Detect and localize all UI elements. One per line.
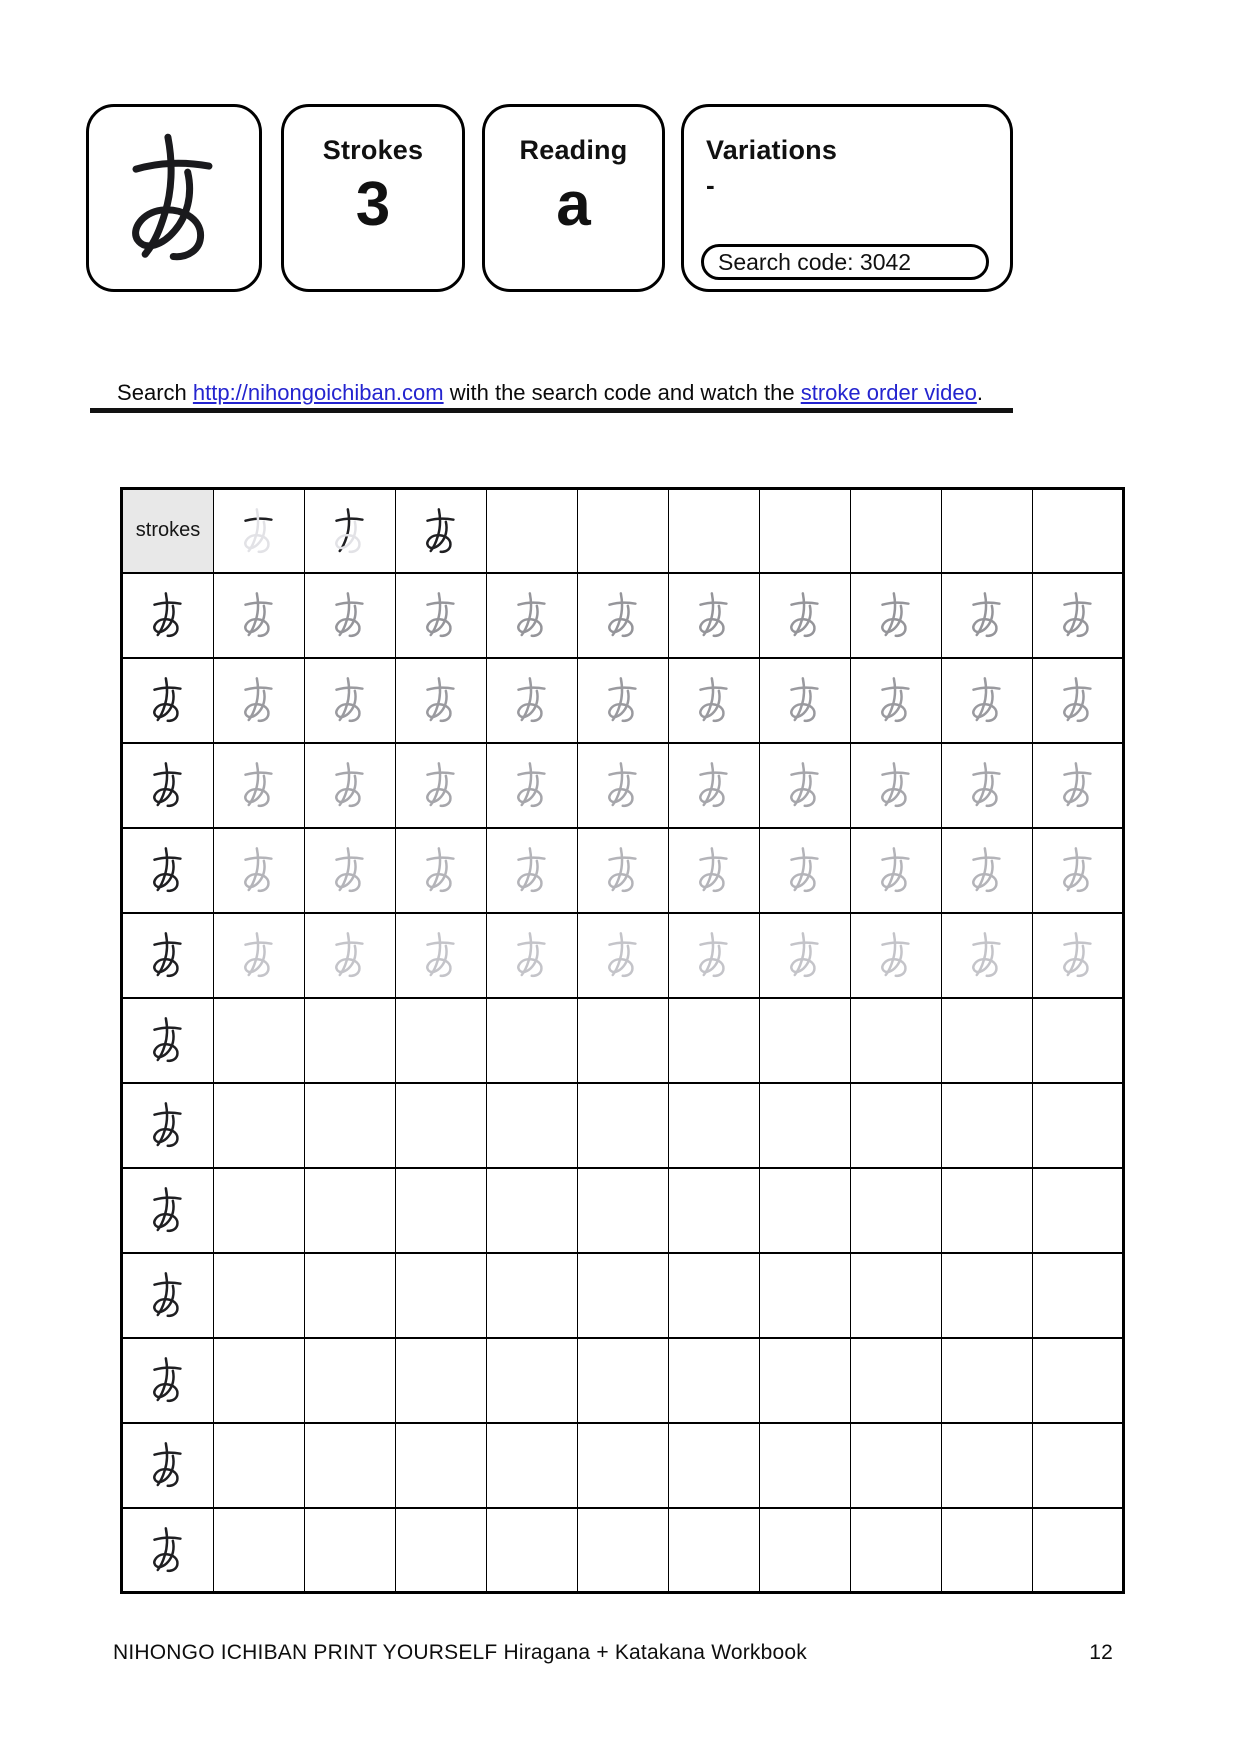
model-cell bbox=[122, 743, 214, 828]
trace-a-glyph bbox=[596, 588, 650, 642]
practice-cell-empty bbox=[1033, 1168, 1124, 1253]
practice-cell-empty bbox=[305, 1338, 396, 1423]
trace-cell bbox=[487, 913, 578, 998]
trace-cell bbox=[578, 658, 669, 743]
practice-cell-empty bbox=[942, 1253, 1033, 1338]
practice-cell-empty bbox=[396, 1253, 487, 1338]
trace-a-glyph bbox=[960, 843, 1014, 897]
trace-cell bbox=[851, 913, 942, 998]
practice-cell-empty bbox=[396, 1168, 487, 1253]
practice-cell-empty bbox=[305, 1168, 396, 1253]
trace-a-glyph bbox=[505, 843, 559, 897]
instruction-line bbox=[85, 380, 1015, 406]
practice-cell-empty bbox=[942, 1083, 1033, 1168]
practice-cell-empty bbox=[1033, 1508, 1124, 1593]
practice-cell-empty bbox=[487, 1168, 578, 1253]
trace-a-glyph bbox=[596, 843, 650, 897]
practice-cell-empty bbox=[396, 998, 487, 1083]
stroke-order-step-3-glyph bbox=[414, 504, 468, 558]
trace-a-glyph bbox=[505, 673, 559, 727]
strokes-value: 3 bbox=[355, 170, 391, 239]
practice-cell-empty bbox=[942, 1168, 1033, 1253]
practice-cell-empty bbox=[214, 1083, 305, 1168]
trace-a-glyph bbox=[232, 673, 286, 727]
trace-a-glyph bbox=[1051, 843, 1105, 897]
practice-cell-empty bbox=[305, 1253, 396, 1338]
variations-value: - bbox=[706, 170, 715, 200]
trace-a-glyph bbox=[414, 758, 468, 812]
practice-cell-empty bbox=[487, 1423, 578, 1508]
trace-cell bbox=[305, 828, 396, 913]
trace-a-glyph bbox=[778, 843, 832, 897]
model-cell bbox=[122, 1338, 214, 1423]
model-a-glyph bbox=[141, 928, 195, 982]
empty-cell bbox=[669, 489, 760, 573]
practice-cell-empty bbox=[396, 1423, 487, 1508]
trace-a-glyph bbox=[596, 673, 650, 727]
reading-value: a bbox=[556, 170, 591, 239]
practice-cell-empty bbox=[942, 1338, 1033, 1423]
trace-cell bbox=[305, 743, 396, 828]
practice-cell-empty bbox=[578, 1083, 669, 1168]
trace-cell bbox=[396, 573, 487, 658]
practice-row bbox=[122, 1253, 1124, 1338]
empty-cell bbox=[760, 489, 851, 573]
stroke-order-cell bbox=[305, 489, 396, 573]
trace-a-glyph bbox=[323, 758, 377, 812]
trace-cell bbox=[760, 828, 851, 913]
practice-cell-empty bbox=[669, 998, 760, 1083]
trace-cell bbox=[1033, 658, 1124, 743]
practice-cell-empty bbox=[942, 1423, 1033, 1508]
stroke-order-step-1-glyph bbox=[232, 504, 286, 558]
practice-cell-empty bbox=[214, 1338, 305, 1423]
practice-cell-empty bbox=[214, 1253, 305, 1338]
model-a-glyph bbox=[141, 758, 195, 812]
practice-cell-empty bbox=[578, 998, 669, 1083]
model-a-glyph bbox=[141, 1183, 195, 1237]
trace-a-glyph bbox=[323, 588, 377, 642]
practice-cell-empty bbox=[487, 1508, 578, 1593]
model-a-glyph bbox=[141, 1353, 195, 1407]
model-cell bbox=[122, 913, 214, 998]
instruction-middle: with the search code and watch the bbox=[443, 380, 801, 405]
practice-cell-empty bbox=[851, 1338, 942, 1423]
trace-a-glyph bbox=[1051, 758, 1105, 812]
stroke-order-row bbox=[122, 489, 1124, 573]
trace-cell bbox=[214, 743, 305, 828]
trace-a-glyph bbox=[778, 758, 832, 812]
trace-cell bbox=[942, 573, 1033, 658]
trace-cell bbox=[487, 828, 578, 913]
hiragana-a-large-glyph bbox=[98, 122, 250, 274]
practice-cell-empty bbox=[305, 1508, 396, 1593]
strokes-label: Strokes bbox=[322, 135, 424, 165]
practice-row bbox=[122, 573, 1124, 658]
trace-cell bbox=[669, 573, 760, 658]
trace-cell bbox=[1033, 828, 1124, 913]
trace-cell bbox=[942, 743, 1033, 828]
trace-a-glyph bbox=[960, 928, 1014, 982]
trace-a-glyph bbox=[505, 588, 559, 642]
trace-a-glyph bbox=[414, 928, 468, 982]
variations-card bbox=[681, 104, 1013, 292]
practice-cell-empty bbox=[578, 1423, 669, 1508]
trace-cell bbox=[396, 913, 487, 998]
strokes-card bbox=[281, 104, 465, 292]
trace-cell bbox=[1033, 573, 1124, 658]
trace-a-glyph bbox=[960, 588, 1014, 642]
trace-a-glyph bbox=[687, 588, 741, 642]
practice-cell-empty bbox=[1033, 1423, 1124, 1508]
practice-row bbox=[122, 1083, 1124, 1168]
empty-cell bbox=[1033, 489, 1124, 573]
trace-a-glyph bbox=[687, 673, 741, 727]
practice-cell-empty bbox=[214, 1168, 305, 1253]
practice-cell-empty bbox=[760, 998, 851, 1083]
practice-cell-empty bbox=[1033, 1338, 1124, 1423]
practice-cell-empty bbox=[760, 1253, 851, 1338]
stroke-order-cell bbox=[396, 489, 487, 573]
trace-cell bbox=[669, 743, 760, 828]
trace-cell bbox=[487, 573, 578, 658]
practice-cell-empty bbox=[578, 1338, 669, 1423]
practice-row bbox=[122, 1168, 1124, 1253]
reading-card bbox=[482, 104, 665, 292]
practice-cell-empty bbox=[1033, 998, 1124, 1083]
page-number: 12 bbox=[1089, 1641, 1113, 1664]
practice-cell-empty bbox=[760, 1423, 851, 1508]
trace-cell bbox=[851, 573, 942, 658]
trace-cell bbox=[669, 658, 760, 743]
practice-row bbox=[122, 1508, 1124, 1593]
practice-grid bbox=[120, 487, 1125, 1594]
model-cell bbox=[122, 1508, 214, 1593]
model-cell bbox=[122, 658, 214, 743]
stroke-order-step-2-glyph bbox=[323, 504, 377, 558]
site-link[interactable]: http://nihongoichiban.com bbox=[192, 380, 444, 405]
model-a-glyph bbox=[141, 1013, 195, 1067]
practice-cell-empty bbox=[305, 1083, 396, 1168]
model-a-glyph bbox=[141, 1523, 195, 1577]
trace-cell bbox=[1033, 913, 1124, 998]
trace-a-glyph bbox=[232, 588, 286, 642]
trace-a-glyph bbox=[505, 928, 559, 982]
practice-cell-empty bbox=[578, 1168, 669, 1253]
practice-cell-empty bbox=[487, 998, 578, 1083]
model-cell bbox=[122, 998, 214, 1083]
trace-cell bbox=[305, 573, 396, 658]
trace-a-glyph bbox=[323, 673, 377, 727]
trace-a-glyph bbox=[323, 928, 377, 982]
model-a-glyph bbox=[141, 1098, 195, 1152]
trace-a-glyph bbox=[1051, 588, 1105, 642]
model-cell bbox=[122, 1168, 214, 1253]
empty-cell bbox=[942, 489, 1033, 573]
trace-cell bbox=[487, 743, 578, 828]
trace-cell bbox=[1033, 743, 1124, 828]
trace-a-glyph bbox=[869, 928, 923, 982]
model-cell bbox=[122, 828, 214, 913]
practice-cell-empty bbox=[669, 1253, 760, 1338]
trace-a-glyph bbox=[687, 758, 741, 812]
trace-cell bbox=[578, 913, 669, 998]
trace-cell bbox=[214, 913, 305, 998]
practice-cell-empty bbox=[669, 1508, 760, 1593]
model-cell bbox=[122, 573, 214, 658]
practice-cell-empty bbox=[487, 1083, 578, 1168]
strokes-header-cell bbox=[122, 489, 214, 573]
trace-a-glyph bbox=[687, 843, 741, 897]
practice-row bbox=[122, 913, 1124, 998]
trace-cell bbox=[942, 828, 1033, 913]
trace-cell bbox=[578, 828, 669, 913]
stroke-order-cell bbox=[214, 489, 305, 573]
practice-cell-empty bbox=[851, 1423, 942, 1508]
trace-a-glyph bbox=[505, 758, 559, 812]
trace-a-glyph bbox=[960, 758, 1014, 812]
practice-cell-empty bbox=[669, 1168, 760, 1253]
model-cell bbox=[122, 1253, 214, 1338]
trace-cell bbox=[214, 573, 305, 658]
practice-row bbox=[122, 998, 1124, 1083]
instruction-prefix: Search bbox=[117, 380, 193, 405]
practice-cell-empty bbox=[760, 1508, 851, 1593]
model-a-glyph bbox=[141, 588, 195, 642]
practice-cell-empty bbox=[305, 998, 396, 1083]
trace-a-glyph bbox=[778, 673, 832, 727]
trace-cell bbox=[942, 658, 1033, 743]
trace-cell bbox=[305, 913, 396, 998]
practice-cell-empty bbox=[487, 1253, 578, 1338]
practice-cell-empty bbox=[487, 1338, 578, 1423]
practice-cell-empty bbox=[851, 1083, 942, 1168]
trace-a-glyph bbox=[232, 758, 286, 812]
character-card bbox=[86, 104, 262, 292]
trace-cell bbox=[578, 743, 669, 828]
trace-a-glyph bbox=[232, 928, 286, 982]
trace-a-glyph bbox=[869, 758, 923, 812]
practice-cell-empty bbox=[578, 1508, 669, 1593]
practice-cell-empty bbox=[396, 1508, 487, 1593]
practice-row bbox=[122, 743, 1124, 828]
empty-cell bbox=[851, 489, 942, 573]
trace-a-glyph bbox=[869, 843, 923, 897]
page-footer bbox=[113, 1641, 1113, 1665]
practice-cell-empty bbox=[760, 1083, 851, 1168]
practice-cell-empty bbox=[851, 1508, 942, 1593]
trace-a-glyph bbox=[687, 928, 741, 982]
trace-a-glyph bbox=[596, 928, 650, 982]
practice-cell-empty bbox=[214, 1508, 305, 1593]
footer-title: NIHONGO ICHIBAN PRINT YOURSELF Hiragana + Katakana Workbook bbox=[113, 1641, 807, 1664]
stroke-order-video-link[interactable]: stroke order video bbox=[800, 380, 977, 405]
trace-a-glyph bbox=[869, 673, 923, 727]
practice-cell-empty bbox=[669, 1423, 760, 1508]
practice-cell-empty bbox=[760, 1338, 851, 1423]
practice-cell-empty bbox=[1033, 1253, 1124, 1338]
trace-cell bbox=[760, 573, 851, 658]
trace-a-glyph bbox=[1051, 928, 1105, 982]
trace-a-glyph bbox=[414, 673, 468, 727]
empty-cell bbox=[578, 489, 669, 573]
trace-a-glyph bbox=[778, 588, 832, 642]
trace-cell bbox=[214, 658, 305, 743]
trace-cell bbox=[487, 658, 578, 743]
trace-cell bbox=[669, 828, 760, 913]
trace-cell bbox=[214, 828, 305, 913]
practice-cell-empty bbox=[214, 1423, 305, 1508]
trace-a-glyph bbox=[778, 928, 832, 982]
trace-cell bbox=[396, 828, 487, 913]
trace-cell bbox=[305, 658, 396, 743]
practice-cell-empty bbox=[1033, 1083, 1124, 1168]
practice-cell-empty bbox=[851, 1168, 942, 1253]
search-code-badge: Search code: 3042 bbox=[701, 244, 989, 280]
practice-cell-empty bbox=[669, 1338, 760, 1423]
model-a-glyph bbox=[141, 843, 195, 897]
practice-cell-empty bbox=[305, 1423, 396, 1508]
practice-cell-empty bbox=[396, 1083, 487, 1168]
reading-label: Reading bbox=[519, 135, 628, 165]
model-cell bbox=[122, 1083, 214, 1168]
separator-rule bbox=[90, 408, 1013, 413]
trace-cell bbox=[760, 743, 851, 828]
practice-cell-empty bbox=[396, 1338, 487, 1423]
practice-row bbox=[122, 1338, 1124, 1423]
practice-cell-empty bbox=[578, 1253, 669, 1338]
trace-cell bbox=[760, 658, 851, 743]
model-cell bbox=[122, 1423, 214, 1508]
trace-cell bbox=[396, 658, 487, 743]
trace-a-glyph bbox=[323, 843, 377, 897]
trace-a-glyph bbox=[414, 588, 468, 642]
empty-cell bbox=[487, 489, 578, 573]
instruction-suffix: . bbox=[976, 380, 983, 405]
trace-a-glyph bbox=[414, 843, 468, 897]
practice-cell-empty bbox=[760, 1168, 851, 1253]
trace-cell bbox=[851, 658, 942, 743]
model-a-glyph bbox=[141, 1268, 195, 1322]
practice-row bbox=[122, 658, 1124, 743]
trace-cell bbox=[942, 913, 1033, 998]
trace-cell bbox=[851, 743, 942, 828]
trace-a-glyph bbox=[232, 843, 286, 897]
practice-cell-empty bbox=[669, 1083, 760, 1168]
trace-cell bbox=[578, 573, 669, 658]
model-a-glyph bbox=[141, 673, 195, 727]
trace-cell bbox=[760, 913, 851, 998]
variations-label: Variations bbox=[706, 135, 838, 165]
trace-cell bbox=[396, 743, 487, 828]
model-a-glyph bbox=[141, 1438, 195, 1492]
practice-cell-empty bbox=[851, 998, 942, 1083]
practice-cell-empty bbox=[851, 1253, 942, 1338]
practice-row bbox=[122, 1423, 1124, 1508]
practice-cell-empty bbox=[942, 998, 1033, 1083]
practice-row bbox=[122, 828, 1124, 913]
trace-cell bbox=[851, 828, 942, 913]
trace-a-glyph bbox=[869, 588, 923, 642]
trace-cell bbox=[669, 913, 760, 998]
trace-a-glyph bbox=[1051, 673, 1105, 727]
practice-cell-empty bbox=[214, 998, 305, 1083]
trace-a-glyph bbox=[960, 673, 1014, 727]
practice-cell-empty bbox=[942, 1508, 1033, 1593]
strokes-header-label: strokes bbox=[135, 519, 201, 542]
trace-a-glyph bbox=[596, 758, 650, 812]
